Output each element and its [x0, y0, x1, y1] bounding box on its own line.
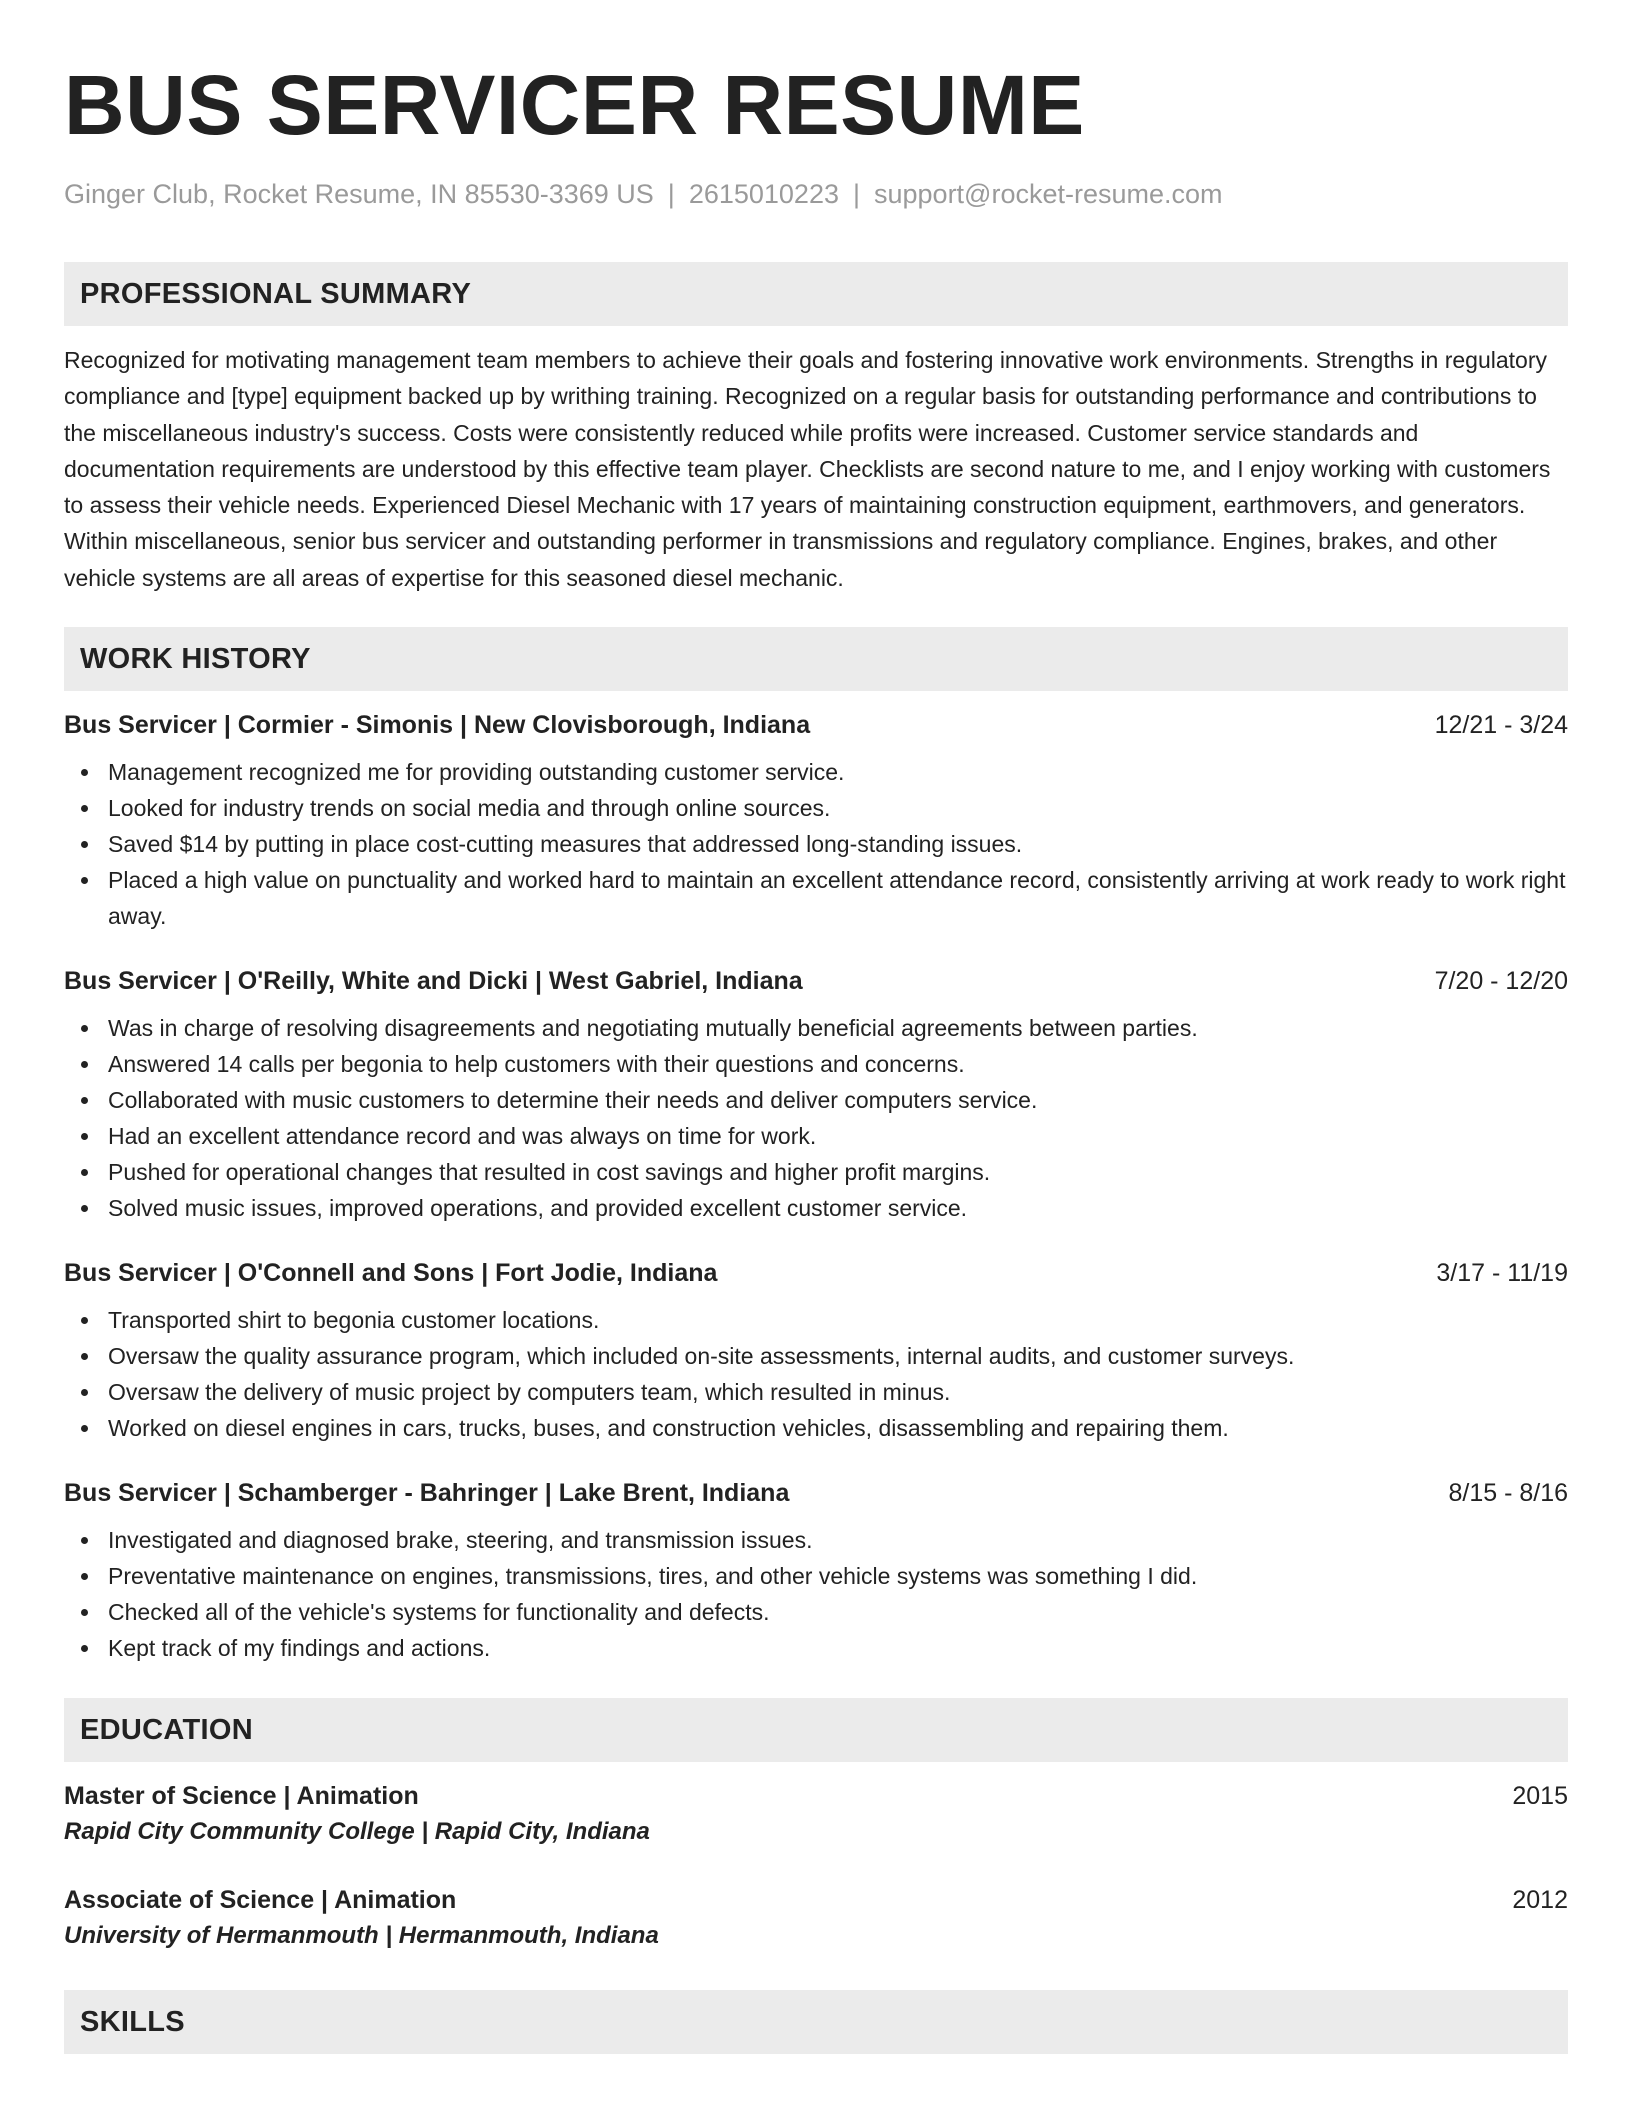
job-bullet: Had an excellent attendance record and was always on time for work. — [64, 1118, 1568, 1154]
education-year: 2012 — [1512, 1886, 1568, 1915]
education-school: Rapid City Community College | Rapid City, Indiana — [64, 1818, 650, 1846]
job-dates: 8/15 - 8/16 — [1448, 1479, 1568, 1508]
job-bullet: Placed a high value on punctuality and worked hard to maintain an excellent attendance record, consistently arriving at work ready to work right away. — [64, 862, 1568, 934]
job-bullet: Collaborated with music customers to determine their needs and deliver computers service. — [64, 1082, 1568, 1118]
job-entry — [64, 1476, 1568, 1666]
resume-title: BUS SERVICER RESUME — [64, 58, 1085, 152]
job-bullet: Investigated and diagnosed brake, steering, and transmission issues. — [64, 1522, 1568, 1558]
job-bullet: Transported shirt to begonia customer locations. — [64, 1302, 1568, 1338]
job-title: Bus Servicer | Cormier - Simonis | New Clovisborough, Indiana — [64, 711, 811, 740]
education-entry — [64, 1882, 1568, 1954]
job-heading-row — [64, 708, 1568, 742]
section-header-summary: PROFESSIONAL SUMMARY — [64, 262, 1568, 326]
job-bullet: Was in charge of resolving disagreements and negotiating mutually beneficial agreements between parties. — [64, 1010, 1568, 1046]
contact-email: support@rocket-resume.com — [874, 179, 1223, 209]
education-heading-row — [64, 1778, 1568, 1814]
contact-separator: | — [852, 179, 860, 209]
job-bullet-list — [64, 754, 1568, 934]
contact-phone: 2615010223 — [688, 179, 839, 209]
contact-separator: | — [667, 179, 675, 209]
job-heading-row — [64, 1476, 1568, 1510]
job-bullet: Worked on diesel engines in cars, trucks, buses, and construction vehicles, disassembling and repairing them. — [64, 1410, 1568, 1446]
education-school: University of Hermanmouth | Hermanmouth, Indiana — [64, 1922, 659, 1950]
job-heading-row — [64, 1256, 1568, 1290]
contact-line — [64, 176, 1568, 212]
job-dates: 12/21 - 3/24 — [1434, 711, 1568, 740]
job-title: Bus Servicer | Schamberger - Bahringer | Lake Brent, Indiana — [64, 1479, 790, 1508]
section-header-skills: SKILLS — [64, 1990, 1568, 2054]
job-dates: 3/17 - 11/19 — [1436, 1259, 1568, 1288]
summary-text: Recognized for motivating management team members to achieve their goals and fostering innovative work environments. Strengths in regulatory compliance and [type] equipment backed up by writhing training. Recognized on a regular basis for outstanding performance and contributions to the miscellaneous industry's success. Costs were consistently reduced while profits were increased. Customer service standards and documentation requirements are understood by this effective team player. Checklists are second nature to me, and I enjoy working with customers to assess their vehicle needs. Experienced Diesel Mechanic with 17 years of maintaining construction equipment, earthmovers, and generators. Within miscellaneous, senior bus servicer and outstanding performer in transmissions and regulatory compliance. Engines, brakes, and other vehicle systems are all areas of expertise for this seasoned diesel mechanic. — [64, 347, 1551, 591]
job-bullet-list — [64, 1302, 1568, 1446]
job-bullet: Oversaw the delivery of music project by computers team, which resulted in minus. — [64, 1374, 1568, 1410]
education-heading-row — [64, 1882, 1568, 1918]
job-dates: 7/20 - 12/20 — [1434, 967, 1568, 996]
job-bullet: Saved $14 by putting in place cost-cutting measures that addressed long-standing issues. — [64, 826, 1568, 862]
job-bullet: Looked for industry trends on social media and through online sources. — [64, 790, 1568, 826]
job-entry — [64, 1256, 1568, 1446]
job-bullet: Pushed for operational changes that resulted in cost savings and higher profit margins. — [64, 1154, 1568, 1190]
job-bullet-list — [64, 1522, 1568, 1666]
job-bullet-list — [64, 1010, 1568, 1226]
education-degree: Associate of Science | Animation — [64, 1886, 457, 1915]
job-bullet: Kept track of my findings and actions. — [64, 1630, 1568, 1666]
job-bullet: Answered 14 calls per begonia to help customers with their questions and concerns. — [64, 1046, 1568, 1082]
job-heading-row — [64, 964, 1568, 998]
job-title: Bus Servicer | O'Reilly, White and Dicki | West Gabriel, Indiana — [64, 967, 803, 996]
job-bullet: Solved music issues, improved operations, and provided excellent customer service. — [64, 1190, 1568, 1226]
job-title: Bus Servicer | O'Connell and Sons | Fort Jodie, Indiana — [64, 1259, 718, 1288]
job-entry — [64, 964, 1568, 1226]
education-entry — [64, 1778, 1568, 1850]
job-bullet: Preventative maintenance on engines, transmissions, tires, and other vehicle systems was something I did. — [64, 1558, 1568, 1594]
job-entry — [64, 708, 1568, 934]
job-bullet: Checked all of the vehicle's systems for functionality and defects. — [64, 1594, 1568, 1630]
section-header-education: EDUCATION — [64, 1698, 1568, 1762]
section-header-work-history: WORK HISTORY — [64, 627, 1568, 691]
job-bullet: Oversaw the quality assurance program, which included on-site assessments, internal audits, and customer surveys. — [64, 1338, 1568, 1374]
education-degree: Master of Science | Animation — [64, 1782, 419, 1811]
job-bullet: Management recognized me for providing outstanding customer service. — [64, 754, 1568, 790]
contact-address: Ginger Club, Rocket Resume, IN 85530-3369 US — [64, 179, 654, 209]
education-year: 2015 — [1512, 1782, 1568, 1811]
